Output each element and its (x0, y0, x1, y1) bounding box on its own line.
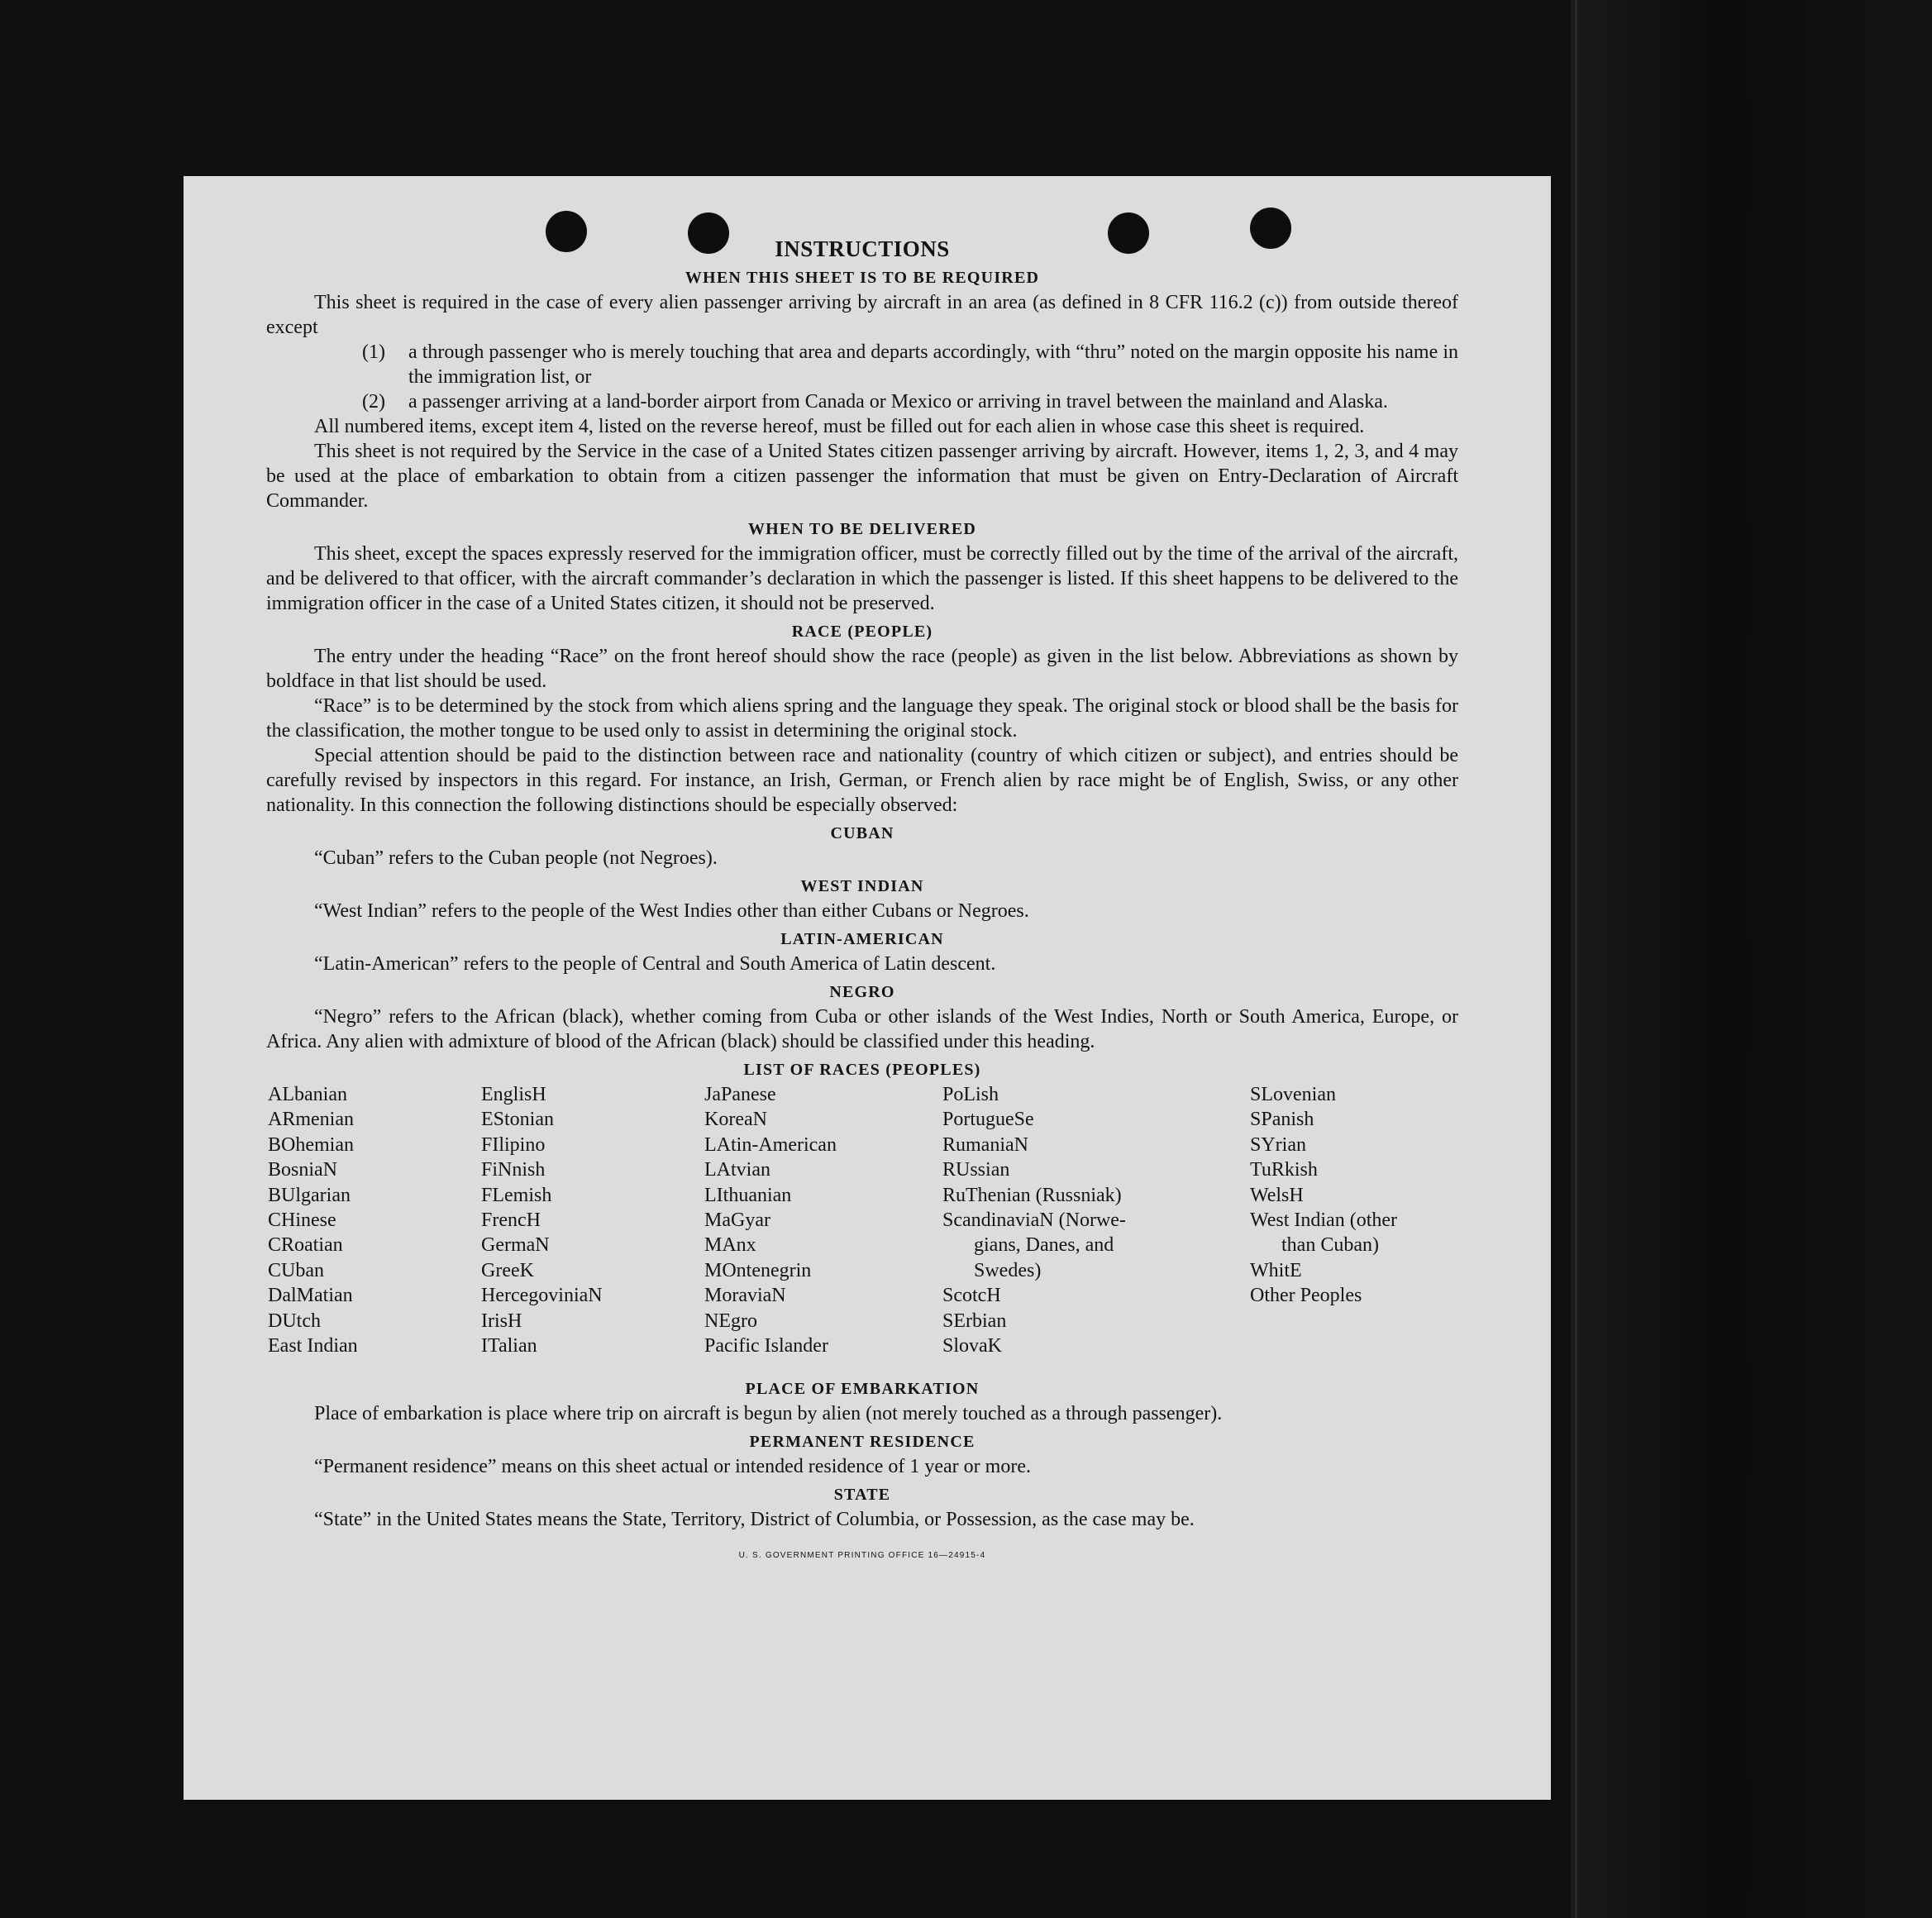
paragraph: The entry under the heading “Race” on the front hereof should show the race (people) as given in the list below. Abbreviations as shown by boldface in that list should be used. (266, 646, 1458, 692)
race-entry: CRoatian (268, 1234, 343, 1257)
race-entry: West Indian (other (1250, 1209, 1398, 1232)
race-entry: ITalian (481, 1335, 537, 1357)
race-entry: IrisH (481, 1310, 522, 1332)
race-entry: ARmenian (268, 1109, 354, 1131)
races-column (1250, 1082, 1465, 1309)
race-entry: CHinese (268, 1209, 336, 1232)
race-entry: MaGyar (704, 1209, 770, 1232)
heading-when-delivered: WHEN TO BE DELIVERED (747, 520, 977, 538)
document-content (266, 236, 1458, 1568)
race-entry: LAtin-American (704, 1133, 837, 1156)
paragraph: “Negro” refers to the African (black), whether coming from Cuba or other islands of the West Indies, North or South America, Europe, or Africa. Any alien with admixture of blood of the African (black) should be classified under this heading. (266, 1006, 1458, 1052)
paragraph: “Permanent residence” means on this sheet actual or intended residence of 1 year or more. (314, 1456, 1031, 1477)
paragraph: Place of embarkation is place where trip on aircraft is begun by alien (not merely touched as a through passenger). (314, 1403, 1223, 1424)
race-entry: WhitE (1250, 1259, 1302, 1281)
item-number: (1) (362, 341, 385, 363)
document-sheet (184, 176, 1551, 1800)
page-title: INSTRUCTIONS (775, 236, 950, 261)
heading-west-indian: WEST INDIAN (800, 877, 924, 895)
race-entry: JaPanese (704, 1084, 776, 1105)
race-entry: MAnx (704, 1234, 756, 1257)
heading-latin-american: LATIN-AMERICAN (780, 930, 944, 948)
race-entry: EnglisH (481, 1084, 546, 1105)
paragraph: This sheet is not required by the Service in the case of a United States citizen passenger arriving by aircraft. However, items 1, 2, 3, and 4 may be used at the place of embarkation to obtain from a citizen passenger the information that must be given on Entry-Declaration of Aircraft Commander. (266, 441, 1458, 512)
paragraph: Special attention should be paid to the distinction between race and nationality (country of which citizen or subject), and entries should be carefully revised by inspectors in this regard. For instance, an Irish, German, or French alien by race might be of English, Swiss, or any other nationality. In this connection the following distinctions should be especially observed: (266, 745, 1458, 816)
race-entry: ScandinaviaN (Norwe- (942, 1209, 1126, 1232)
paragraph: “West Indian” refers to the people of the West Indies other than either Cubans or Negroes. (314, 900, 1029, 922)
race-entry: Other Peoples (1250, 1285, 1362, 1307)
scan-background-edge (1571, 0, 1932, 1918)
paragraph: “Cuban” refers to the Cuban people (not Negroes). (314, 847, 718, 869)
race-entry: SLovenian (1250, 1084, 1336, 1105)
races-column (704, 1082, 837, 1358)
races-column (942, 1082, 1182, 1358)
race-entry: HercegoviniaN (481, 1285, 603, 1307)
race-entry: DalMatian (268, 1285, 353, 1307)
paragraph: “State” in the United States means the State, Territory, District of Columbia, or Possession, as the case may be. (314, 1509, 1195, 1530)
item-number: (2) (362, 391, 385, 413)
race-entry: GermaN (481, 1234, 550, 1257)
scan-edge-line (1575, 0, 1577, 1918)
race-entry: gians, Danes, and (974, 1234, 1114, 1257)
race-entry: BUlgarian (268, 1184, 351, 1206)
heading-state: STATE (833, 1486, 891, 1504)
paragraph: This sheet is required in the case of every alien passenger arriving by aircraft in an area (as defined in 8 CFR 116.2 (c)) from outside thereof except (266, 292, 1458, 338)
paragraph: All numbered items, except item 4, listed on the reverse hereof, must be filled out for each alien in whose case this sheet is required. (314, 416, 1365, 437)
race-entry: ALbanian (268, 1084, 347, 1105)
race-entry: SErbian (942, 1310, 1007, 1332)
race-entry: SPanish (1250, 1109, 1314, 1131)
races-list (266, 1082, 1458, 1373)
heading-race: RACE (PEOPLE) (791, 623, 933, 641)
heading-permanent-residence: PERMANENT RESIDENCE (749, 1433, 976, 1451)
paragraph: This sheet, except the spaces expressly reserved for the immigration officer, must be correctly filled out by the time of the arrival of the aircraft, and be delivered to that officer, with the aircraft commander’s declaration in which the passenger is listed. If this sheet happens to be delivered to the immigration officer in the case of a United States citizen, it should not be preserved. (266, 543, 1458, 614)
race-entry: RUssian (942, 1159, 1010, 1181)
paragraph: “Latin-American” refers to the people of Central and South America of Latin descent. (314, 953, 996, 975)
item-text: a passenger arriving at a land-border airport from Canada or Mexico or arriving in travel between the mainland and Alaska. (408, 391, 1388, 413)
race-entry: Pacific Islander (704, 1335, 828, 1357)
race-entry: MoraviaN (704, 1285, 786, 1307)
heading-embarkation: PLACE OF EMBARKATION (745, 1380, 980, 1398)
race-entry: BosniaN (268, 1159, 337, 1181)
heading-when-required: WHEN THIS SHEET IS TO BE REQUIRED (685, 269, 1040, 287)
race-entry: FrencH (481, 1209, 541, 1232)
race-entry: RumaniaN (942, 1133, 1028, 1156)
race-entry: NEgro (704, 1310, 757, 1332)
race-entry: than Cuban) (1281, 1234, 1379, 1257)
races-column (268, 1082, 358, 1358)
race-entry: ScotcH (942, 1285, 1001, 1307)
race-entry: GreeK (481, 1259, 534, 1281)
numbered-item (266, 340, 1458, 389)
race-entry: Swedes) (974, 1259, 1042, 1281)
race-entry: BOhemian (268, 1133, 354, 1156)
race-entry: FLemish (481, 1184, 552, 1206)
race-entry: RuThenian (Russniak) (942, 1184, 1122, 1206)
race-entry: MOntenegrin (704, 1259, 812, 1281)
race-entry: PortugueSe (942, 1109, 1034, 1131)
numbered-item (266, 389, 1458, 414)
printing-office-footer: U. S. GOVERNMENT PRINTING OFFICE 16—24915-4 (738, 1551, 986, 1560)
race-entry: KoreaN (704, 1109, 767, 1131)
race-entry: DUtch (268, 1310, 321, 1332)
race-entry: WelsH (1250, 1184, 1304, 1206)
race-entry: FiNnish (481, 1159, 546, 1181)
race-entry: East Indian (268, 1335, 358, 1357)
races-column (481, 1082, 603, 1358)
race-entry: CUban (268, 1259, 324, 1281)
heading-cuban: CUBAN (830, 824, 894, 842)
paragraph: “Race” is to be determined by the stock from which aliens spring and the language they speak. The original stock or blood shall be the basis for the classification, the mother tongue to be used only to assist in determining the original stock. (266, 695, 1458, 742)
race-entry: LIthuanian (704, 1184, 792, 1206)
heading-negro: NEGRO (829, 983, 895, 1001)
race-entry: PoLish (942, 1084, 999, 1105)
race-entry: FIlipino (481, 1133, 546, 1156)
race-entry: TuRkish (1250, 1159, 1318, 1181)
heading-list-of-races: LIST OF RACES (PEOPLES) (743, 1061, 981, 1079)
item-text: a through passenger who is merely touching that area and departs accordingly, with “thru” noted on the margin opposite his name in the immigration list, or (408, 341, 1458, 388)
race-entry: SYrian (1250, 1133, 1306, 1156)
race-entry: EStonian (481, 1109, 554, 1131)
race-entry: LAtvian (704, 1159, 770, 1181)
race-entry: SlovaK (942, 1335, 1002, 1357)
